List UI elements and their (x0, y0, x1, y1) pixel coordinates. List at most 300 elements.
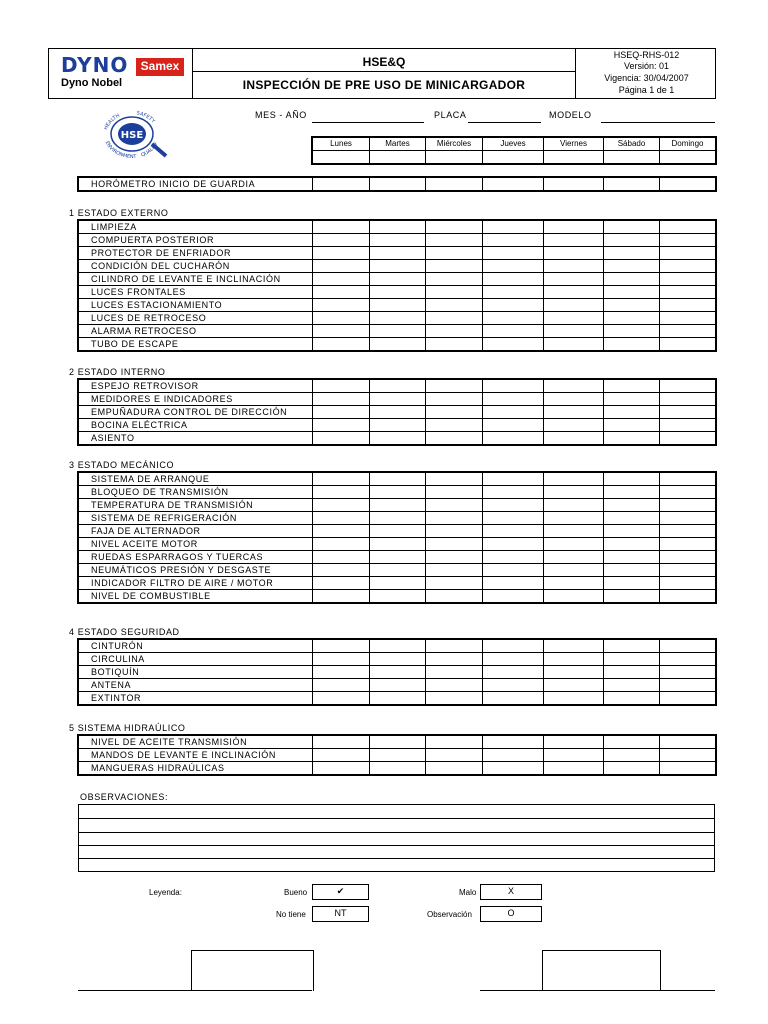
item-label: COMPUERTA POSTERIOR (79, 234, 313, 247)
check-cell[interactable] (544, 234, 604, 247)
check-cell[interactable] (426, 473, 483, 486)
check-cell[interactable] (660, 653, 716, 666)
check-cell[interactable] (604, 338, 660, 351)
check-cell[interactable] (426, 590, 483, 603)
check-cell[interactable] (426, 736, 483, 749)
check-cell[interactable] (313, 590, 370, 603)
check-cell[interactable] (426, 406, 483, 419)
check-cell[interactable] (483, 312, 544, 325)
check-cell[interactable] (483, 299, 544, 312)
check-cell[interactable] (426, 380, 483, 393)
doc-version: Versión: 01 (623, 61, 670, 71)
check-cell[interactable] (483, 393, 544, 406)
table-row (79, 338, 716, 351)
day-domingo: Domingo (660, 138, 716, 151)
check-cell[interactable] (426, 432, 483, 445)
check-cell[interactable] (544, 577, 604, 590)
check-cell[interactable] (370, 393, 426, 406)
check-cell[interactable] (313, 736, 370, 749)
check-cell[interactable] (426, 666, 483, 679)
check-cell[interactable] (426, 299, 483, 312)
check-cell[interactable] (483, 247, 544, 260)
check-cell[interactable] (604, 525, 660, 538)
check-cell[interactable] (604, 393, 660, 406)
check-cell[interactable] (660, 234, 716, 247)
check-cell[interactable] (483, 221, 544, 234)
check-cell[interactable] (660, 247, 716, 260)
check-cell[interactable] (544, 512, 604, 525)
check-cell[interactable] (313, 393, 370, 406)
check-cell[interactable] (483, 419, 544, 432)
check-cell[interactable] (660, 393, 716, 406)
legend-observacion-label: Observación (427, 910, 472, 919)
check-cell[interactable] (426, 286, 483, 299)
table-row (79, 260, 716, 273)
check-cell[interactable] (660, 564, 716, 577)
item-label: NIVEL ACEITE MOTOR (79, 538, 313, 551)
check-cell[interactable] (426, 260, 483, 273)
check-cell[interactable] (313, 286, 370, 299)
check-cell[interactable] (483, 538, 544, 551)
check-cell[interactable] (660, 380, 716, 393)
item-label: LUCES DE RETROCESO (79, 312, 313, 325)
check-cell[interactable] (313, 473, 370, 486)
check-cell[interactable] (370, 538, 426, 551)
table-row (79, 419, 716, 432)
check-cell[interactable] (370, 525, 426, 538)
check-cell[interactable] (483, 653, 544, 666)
check-cell[interactable] (426, 692, 483, 705)
check-cell[interactable] (660, 286, 716, 299)
check-cell[interactable] (604, 736, 660, 749)
check-cell[interactable] (660, 666, 716, 679)
date-cell[interactable] (370, 151, 426, 164)
check-cell[interactable] (313, 338, 370, 351)
check-cell[interactable] (604, 499, 660, 512)
check-cell[interactable] (660, 299, 716, 312)
check-cell[interactable] (604, 178, 660, 191)
check-cell[interactable] (604, 273, 660, 286)
check-cell[interactable] (370, 432, 426, 445)
check-cell[interactable] (370, 679, 426, 692)
item-label: EMPUÑADURA CONTROL DE DIRECCIÓN (79, 406, 313, 419)
table-row (79, 692, 716, 705)
seal-word-environment: ENVIRONMENT (103, 140, 137, 161)
check-cell[interactable] (313, 692, 370, 705)
check-cell[interactable] (313, 380, 370, 393)
check-cell[interactable] (544, 590, 604, 603)
check-cell[interactable] (544, 473, 604, 486)
check-cell[interactable] (483, 762, 544, 775)
check-cell[interactable] (660, 406, 716, 419)
check-cell[interactable] (544, 486, 604, 499)
check-cell[interactable] (426, 512, 483, 525)
check-cell[interactable] (544, 393, 604, 406)
check-cell[interactable] (544, 312, 604, 325)
check-cell[interactable] (660, 525, 716, 538)
check-cell[interactable] (660, 749, 716, 762)
check-cell[interactable] (660, 325, 716, 338)
check-cell[interactable] (604, 551, 660, 564)
check-cell[interactable] (313, 564, 370, 577)
check-cell[interactable] (483, 273, 544, 286)
check-cell[interactable] (483, 749, 544, 762)
check-cell[interactable] (370, 286, 426, 299)
date-cell[interactable] (483, 151, 544, 164)
item-label: EXTINTOR (79, 692, 313, 705)
seal-center-text: HSE (120, 130, 144, 141)
check-cell[interactable] (313, 419, 370, 432)
check-cell[interactable] (660, 486, 716, 499)
check-cell[interactable] (604, 749, 660, 762)
legend-malo-label: Malo (459, 888, 477, 897)
check-cell[interactable] (604, 640, 660, 653)
check-cell[interactable] (483, 564, 544, 577)
date-cell[interactable] (604, 151, 660, 164)
check-cell[interactable] (483, 640, 544, 653)
check-cell[interactable] (370, 762, 426, 775)
check-cell[interactable] (370, 260, 426, 273)
section-table-externo (78, 220, 716, 351)
check-cell[interactable] (604, 380, 660, 393)
check-cell[interactable] (660, 432, 716, 445)
placa-field[interactable] (468, 122, 541, 123)
check-cell[interactable] (313, 299, 370, 312)
check-cell[interactable] (313, 653, 370, 666)
check-cell[interactable] (483, 512, 544, 525)
check-cell[interactable] (313, 512, 370, 525)
check-cell[interactable] (544, 679, 604, 692)
check-cell[interactable] (604, 432, 660, 445)
check-cell[interactable] (660, 273, 716, 286)
check-cell[interactable] (426, 178, 483, 191)
check-cell[interactable] (313, 247, 370, 260)
check-cell[interactable] (660, 538, 716, 551)
check-cell[interactable] (660, 762, 716, 775)
check-cell[interactable] (313, 406, 370, 419)
check-cell[interactable] (483, 325, 544, 338)
check-cell[interactable] (604, 221, 660, 234)
legend-no-tiene-mark: NT (312, 906, 369, 922)
check-cell[interactable] (426, 564, 483, 577)
check-cell[interactable] (544, 525, 604, 538)
check-cell[interactable] (483, 666, 544, 679)
item-label: NEUMÁTICOS PRESIÓN Y DESGASTE (79, 564, 313, 577)
item-label: PROTECTOR DE ENFRIADOR (79, 247, 313, 260)
observaciones-box[interactable] (78, 804, 715, 872)
check-cell[interactable] (604, 286, 660, 299)
check-cell[interactable] (313, 679, 370, 692)
check-cell[interactable] (483, 406, 544, 419)
check-cell[interactable] (313, 178, 370, 191)
check-cell[interactable] (604, 247, 660, 260)
mes-anio-field[interactable] (312, 122, 424, 123)
check-cell[interactable] (544, 564, 604, 577)
check-cell[interactable] (544, 260, 604, 273)
check-cell[interactable] (483, 736, 544, 749)
check-cell[interactable] (544, 499, 604, 512)
modelo-field[interactable] (601, 122, 715, 123)
check-cell[interactable] (426, 393, 483, 406)
check-cell[interactable] (544, 286, 604, 299)
check-cell[interactable] (660, 679, 716, 692)
check-cell[interactable] (483, 473, 544, 486)
check-cell[interactable] (660, 338, 716, 351)
check-cell[interactable] (313, 432, 370, 445)
check-cell[interactable] (544, 178, 604, 191)
check-cell[interactable] (660, 590, 716, 603)
table-row (79, 299, 716, 312)
check-cell[interactable] (544, 640, 604, 653)
item-label: ANTENA (79, 679, 313, 692)
check-cell[interactable] (426, 640, 483, 653)
day-martes: Martes (370, 138, 426, 151)
check-cell[interactable] (426, 273, 483, 286)
check-cell[interactable] (370, 736, 426, 749)
check-cell[interactable] (313, 551, 370, 564)
table-row (79, 512, 716, 525)
check-cell[interactable] (483, 234, 544, 247)
check-cell[interactable] (604, 473, 660, 486)
check-cell[interactable] (483, 499, 544, 512)
check-cell[interactable] (370, 653, 426, 666)
check-cell[interactable] (370, 299, 426, 312)
doc-vigencia: Vigencia: 30/04/2007 (604, 73, 689, 83)
day-sabado: Sábado (604, 138, 660, 151)
check-cell[interactable] (544, 692, 604, 705)
check-cell[interactable] (604, 406, 660, 419)
check-cell[interactable] (544, 325, 604, 338)
check-cell[interactable] (426, 679, 483, 692)
check-cell[interactable] (370, 640, 426, 653)
date-cell[interactable] (313, 151, 370, 164)
check-cell[interactable] (426, 325, 483, 338)
check-cell[interactable] (426, 749, 483, 762)
check-cell[interactable] (660, 473, 716, 486)
date-cell[interactable] (660, 151, 716, 164)
check-cell[interactable] (426, 419, 483, 432)
check-cell[interactable] (483, 551, 544, 564)
check-cell[interactable] (604, 234, 660, 247)
check-cell[interactable] (544, 406, 604, 419)
check-cell[interactable] (370, 551, 426, 564)
check-cell[interactable] (426, 762, 483, 775)
check-cell[interactable] (604, 692, 660, 705)
hseq-seal-icon (96, 106, 172, 162)
check-cell[interactable] (660, 736, 716, 749)
check-cell[interactable] (660, 512, 716, 525)
table-row (79, 679, 716, 692)
item-label: CIRCULINA (79, 653, 313, 666)
check-cell[interactable] (370, 338, 426, 351)
check-cell[interactable] (426, 221, 483, 234)
check-cell[interactable] (370, 512, 426, 525)
check-cell[interactable] (604, 512, 660, 525)
check-cell[interactable] (313, 260, 370, 273)
check-cell[interactable] (604, 325, 660, 338)
table-row (79, 247, 716, 260)
check-cell[interactable] (370, 749, 426, 762)
check-cell[interactable] (604, 419, 660, 432)
check-cell[interactable] (604, 312, 660, 325)
check-cell[interactable] (604, 538, 660, 551)
check-cell[interactable] (426, 551, 483, 564)
check-cell[interactable] (544, 749, 604, 762)
check-cell[interactable] (660, 260, 716, 273)
check-cell[interactable] (483, 577, 544, 590)
check-cell[interactable] (370, 234, 426, 247)
check-cell[interactable] (604, 666, 660, 679)
check-cell[interactable] (604, 486, 660, 499)
legend-malo-mark: X (480, 884, 542, 900)
check-cell[interactable] (483, 260, 544, 273)
check-cell[interactable] (660, 221, 716, 234)
check-cell[interactable] (313, 749, 370, 762)
check-cell[interactable] (483, 590, 544, 603)
check-cell[interactable] (660, 178, 716, 191)
check-cell[interactable] (660, 640, 716, 653)
check-cell[interactable] (604, 590, 660, 603)
check-cell[interactable] (483, 178, 544, 191)
date-cell[interactable] (426, 151, 483, 164)
check-cell[interactable] (370, 178, 426, 191)
check-cell[interactable] (660, 499, 716, 512)
check-cell[interactable] (604, 299, 660, 312)
check-cell[interactable] (660, 577, 716, 590)
check-cell[interactable] (544, 419, 604, 432)
check-cell[interactable] (544, 432, 604, 445)
section-table-seguridad (78, 639, 716, 705)
check-cell[interactable] (483, 338, 544, 351)
check-cell[interactable] (483, 679, 544, 692)
check-cell[interactable] (370, 380, 426, 393)
check-cell[interactable] (544, 338, 604, 351)
check-cell[interactable] (370, 221, 426, 234)
check-cell[interactable] (313, 538, 370, 551)
check-cell[interactable] (544, 736, 604, 749)
check-icon: ✔ (312, 884, 369, 900)
item-label: RUEDAS ESPARRAGOS Y TUERCAS (79, 551, 313, 564)
signature-box-left[interactable] (191, 950, 314, 991)
signature-box-right[interactable] (542, 950, 661, 991)
seal-word-quality: QUALITY (140, 141, 160, 159)
check-cell[interactable] (370, 273, 426, 286)
check-cell[interactable] (370, 564, 426, 577)
check-cell[interactable] (544, 380, 604, 393)
check-cell[interactable] (483, 692, 544, 705)
check-cell[interactable] (313, 325, 370, 338)
check-cell[interactable] (426, 525, 483, 538)
seal-word-safety: SAFETY (136, 110, 156, 125)
check-cell[interactable] (313, 577, 370, 590)
check-cell[interactable] (604, 762, 660, 775)
check-cell[interactable] (544, 299, 604, 312)
table-row (79, 762, 716, 775)
check-cell[interactable] (313, 499, 370, 512)
item-label: BOTIQUÍN (79, 666, 313, 679)
check-cell[interactable] (604, 653, 660, 666)
check-cell[interactable] (426, 486, 483, 499)
check-cell[interactable] (313, 525, 370, 538)
check-cell[interactable] (370, 499, 426, 512)
check-cell[interactable] (483, 432, 544, 445)
check-cell[interactable] (604, 577, 660, 590)
item-label: ESPEJO RETROVISOR (79, 380, 313, 393)
check-cell[interactable] (426, 577, 483, 590)
table-row (79, 286, 716, 299)
check-cell[interactable] (604, 679, 660, 692)
check-cell[interactable] (370, 666, 426, 679)
check-cell[interactable] (604, 564, 660, 577)
legend-no-tiene-label: No tiene (276, 910, 306, 919)
check-cell[interactable] (313, 762, 370, 775)
check-cell[interactable] (544, 247, 604, 260)
check-cell[interactable] (370, 419, 426, 432)
check-cell[interactable] (544, 653, 604, 666)
check-cell[interactable] (370, 486, 426, 499)
table-row (79, 393, 716, 406)
check-cell[interactable] (370, 590, 426, 603)
check-cell[interactable] (426, 234, 483, 247)
check-cell[interactable] (370, 312, 426, 325)
table-row (79, 473, 716, 486)
check-cell[interactable] (313, 273, 370, 286)
check-cell[interactable] (370, 247, 426, 260)
check-cell[interactable] (544, 666, 604, 679)
check-cell[interactable] (313, 640, 370, 653)
check-cell[interactable] (544, 273, 604, 286)
check-cell[interactable] (313, 234, 370, 247)
check-cell[interactable] (483, 525, 544, 538)
check-cell[interactable] (426, 247, 483, 260)
check-cell[interactable] (660, 419, 716, 432)
observaciones-label: OBSERVACIONES: (80, 792, 169, 802)
check-cell[interactable] (483, 380, 544, 393)
date-cell[interactable] (544, 151, 604, 164)
check-cell[interactable] (370, 406, 426, 419)
check-cell[interactable] (544, 221, 604, 234)
table-row (79, 551, 716, 564)
section-title: 3 ESTADO MECÁNICO (69, 460, 175, 470)
check-cell[interactable] (483, 286, 544, 299)
check-cell[interactable] (604, 260, 660, 273)
check-cell[interactable] (313, 486, 370, 499)
check-cell[interactable] (544, 551, 604, 564)
check-cell[interactable] (544, 538, 604, 551)
check-cell[interactable] (483, 486, 544, 499)
check-cell[interactable] (313, 312, 370, 325)
check-cell[interactable] (426, 653, 483, 666)
table-row (79, 499, 716, 512)
day-viernes: Viernes (544, 138, 604, 151)
check-cell[interactable] (660, 551, 716, 564)
check-cell[interactable] (660, 692, 716, 705)
check-cell[interactable] (426, 538, 483, 551)
table-row (79, 312, 716, 325)
check-cell[interactable] (313, 666, 370, 679)
check-cell[interactable] (660, 312, 716, 325)
check-cell[interactable] (370, 577, 426, 590)
check-cell[interactable] (370, 692, 426, 705)
check-cell[interactable] (544, 762, 604, 775)
item-label: SISTEMA DE REFRIGERACIÓN (79, 512, 313, 525)
check-cell[interactable] (426, 338, 483, 351)
check-cell[interactable] (313, 221, 370, 234)
check-cell[interactable] (370, 325, 426, 338)
check-cell[interactable] (370, 473, 426, 486)
check-cell[interactable] (426, 499, 483, 512)
check-cell[interactable] (426, 312, 483, 325)
